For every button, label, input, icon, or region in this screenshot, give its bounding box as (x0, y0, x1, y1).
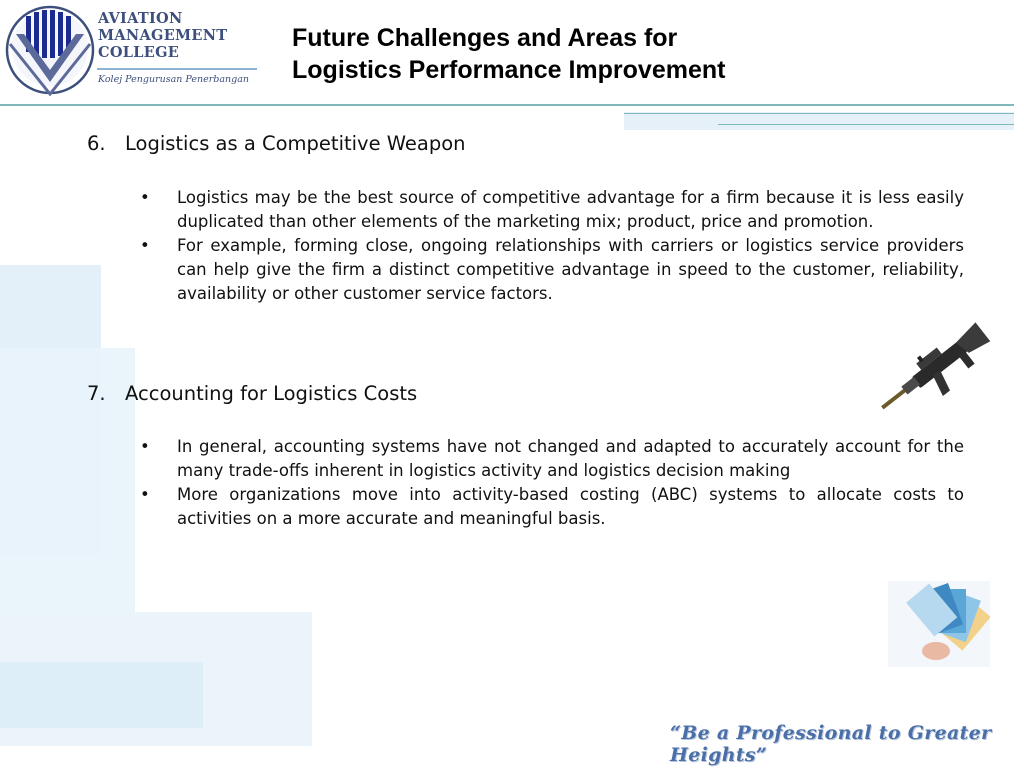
college-name-line-1: AVIATION (98, 10, 183, 27)
college-name-line-3: COLLEGE (98, 44, 180, 61)
header-bar (624, 112, 1014, 130)
section-number: 7. (87, 382, 106, 405)
header-rule (0, 104, 1014, 106)
bullet-icon: • (140, 236, 150, 255)
section-heading-text: Accounting for Logistics Costs (125, 382, 418, 405)
header-rule-2 (624, 113, 1014, 114)
money-cards-picture (888, 581, 990, 667)
bullet-list-7 (140, 435, 964, 531)
bg-block-4 (0, 662, 203, 728)
slide-title-line-1: Future Challenges and Areas for (292, 24, 678, 52)
bullet-icon: • (140, 437, 150, 456)
college-name (98, 10, 227, 61)
bullet-icon: • (140, 188, 150, 207)
bullet-icon: • (140, 485, 150, 504)
list-item-text: Logistics may be the best source of competitive advantage for a firm because it is less easily duplicated than other elements of the marketing mix; product, price and promotion. (177, 188, 964, 231)
list-item (140, 234, 964, 306)
slide-title-line-2: Logistics Performance Improvement (292, 56, 726, 84)
list-item (140, 483, 964, 531)
college-underline (97, 68, 257, 70)
college-subtitle: Kolej Pengurusan Penerbangan (98, 74, 250, 85)
list-item-text: For example, forming close, ongoing relationships with carriers or logistics service providers can help give the firm a distinct competitive advantage in speed to the customer, reliability, availability or other customer service factors. (177, 236, 964, 303)
list-item (140, 186, 964, 234)
footer-motto: “Be a Professional to Greater Heights” (670, 722, 992, 766)
section-heading-7 (87, 382, 417, 405)
section-heading-text: Logistics as a Competitive Weapon (125, 132, 466, 155)
section-heading-6 (87, 132, 466, 155)
aviation-college-logo (4, 4, 96, 96)
slide-title (292, 22, 725, 86)
section-number: 6. (87, 132, 106, 155)
header-rule-3 (718, 124, 1014, 125)
rifle-picture (868, 316, 1000, 424)
college-name-line-2: MANAGEMENT (98, 27, 228, 44)
bullet-list-6 (140, 186, 964, 306)
list-item-text: In general, accounting systems have not changed and adapted to accurately account for the many trade-offs inherent in logistics activity and logistics decision making (177, 437, 964, 480)
list-item (140, 435, 964, 483)
list-item-text: More organizations move into activity-based costing (ABC) systems to allocate costs to activities on a more accurate and meaningful basis. (177, 485, 964, 528)
